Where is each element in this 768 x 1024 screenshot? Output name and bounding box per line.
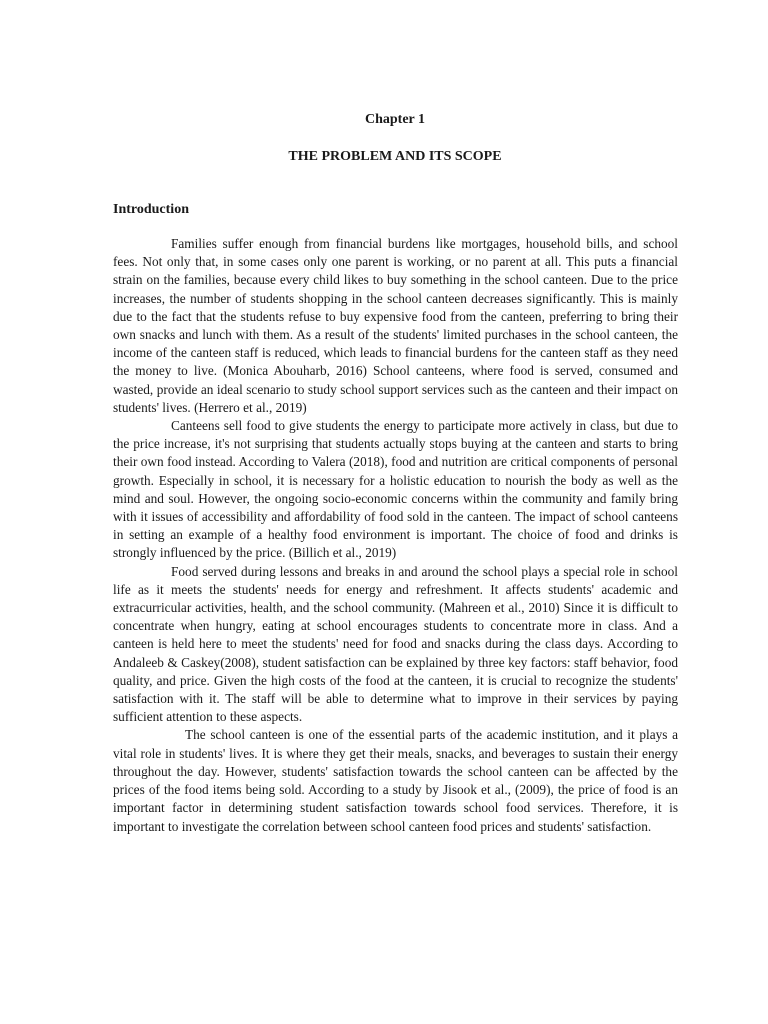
body-text <box>113 235 678 836</box>
chapter-title: THE PROBLEM AND ITS SCOPE <box>288 149 502 164</box>
section-heading: Introduction <box>113 202 189 217</box>
chapter-label: Chapter 1 <box>364 112 426 127</box>
paragraph-3: Food served during lessons and breaks in and around the school plays a special role in school life as it meets the students' needs for energy and refreshment. It affects students' academic and extracurricular activities, health, and the school community. (Mahreen et al., 2010) Since it is difficult to concentrate when hungry, eating at school encourages students to concentrate more in class. And a canteen is held here to meet the students' need for food and snacks during the class days. According to Andaleeb & Caskey(2008), student satisfaction can be explained by three key factors: staff behavior, food quality, and price. Given the high costs of the food at the canteen, it is crucial to recognize the students' satisfaction with it. The staff will be able to determine what to improve in their services by paying sufficient attention to these aspects. <box>113 563 678 725</box>
paragraph-4: The school canteen is one of the essential parts of the academic institution, and it plays a vital role in students' lives. It is where they get their meals, snacks, and beverages to sustain their energy throughout the day. However, students' satisfaction towards the school canteen can be affected by the prices of the food items being sold. According to a study by Jisook et al., (2009), the price of food is an important factor in determining student satisfaction towards school food services. Therefore, it is important to investigate the correlation between school canteen food prices and students' satisfaction. <box>113 727 678 834</box>
paragraph-2: Canteens sell food to give students the energy to participate more actively in class, but due to the price increase, it's not surprising that students actually stops buying at the canteen and starts to bring their own food instead. According to Valera (2018), food and nutrition are critical components of personal growth. Especially in school, it is necessary for a holistic education to nourish the body as well as the mind and soul. However, the ongoing socio-economic concerns within the community and family bring with it issues of accessibility and affordability of food sold in the canteen. The impact of school canteens in setting an example of a healthy food environment is important. The choice of food and drinks is strongly influenced by the price. (Billich et al., 2019) <box>113 418 678 561</box>
paragraph-1: Families suffer enough from financial burdens like mortgages, household bills, and school fees. Not only that, in some cases only one parent is working, or no parent at all. This puts a financial strain on the families, because every child likes to buy something in the school canteen. Due to the price increases, the number of students shopping in the school canteen decreases significantly. This is mainly due to the fact that the students refuse to buy expensive food from the canteen, preferring to bring their own snacks and lunch with them. As a result of the students' limited purchases in the school canteen, the income of the canteen staff is reduced, which leads to financial burdens for the canteen staff as they need the money to live. (Monica Abouharb, 2016) School canteens, where food is served, consumed and wasted, provide an ideal scenario to study school support services such as the canteen and their impact on students' lives. (Herrero et al., 2019) <box>113 236 678 415</box>
